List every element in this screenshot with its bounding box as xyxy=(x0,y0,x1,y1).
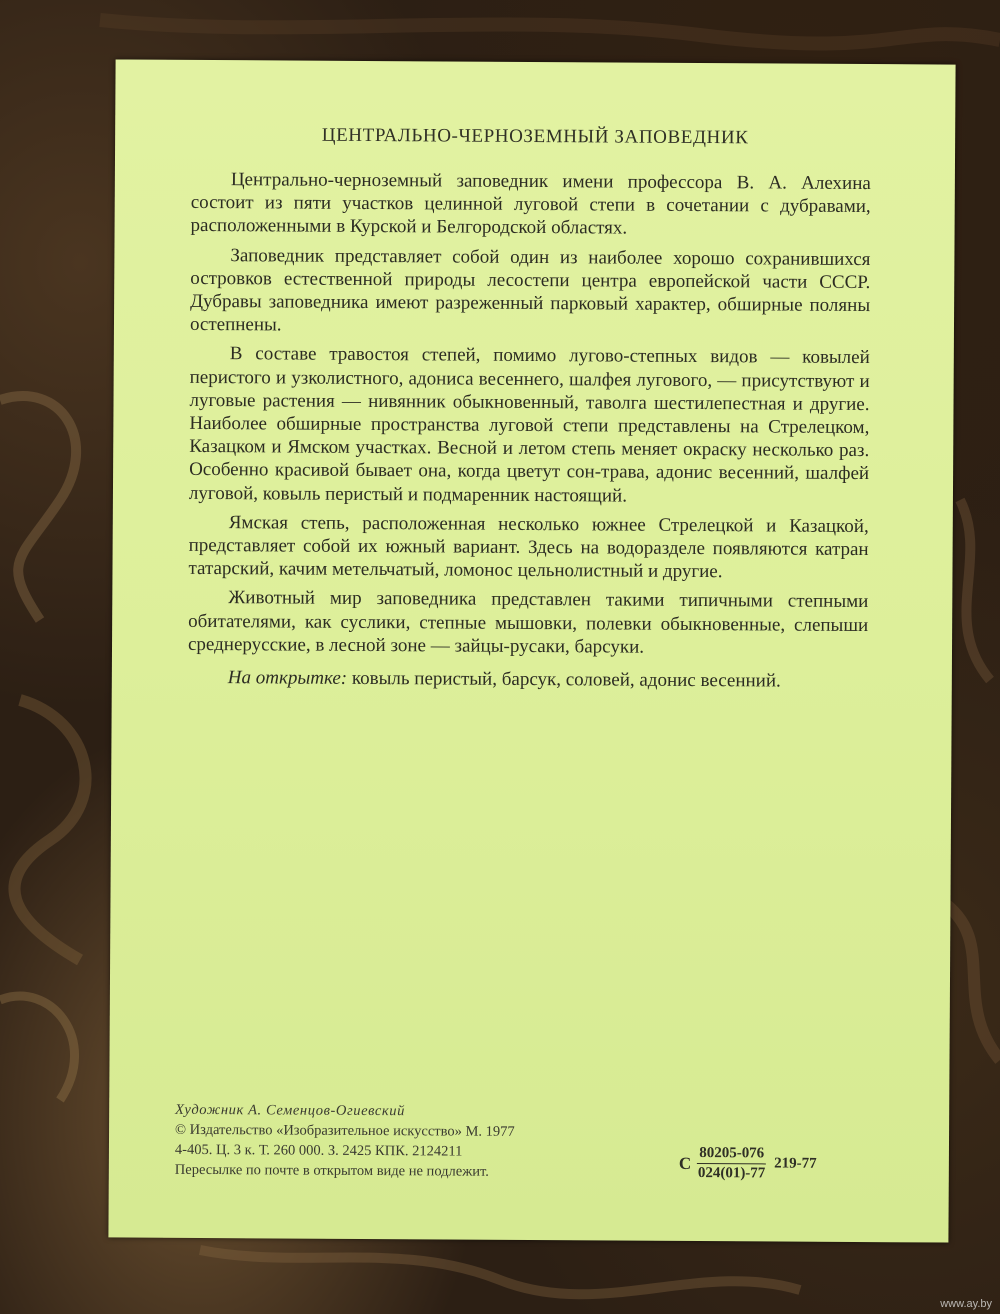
postcard-back xyxy=(108,59,955,1242)
paragraph-nature: Заповедник представляет собой один из наиболее хорошо сохранившихся островков естественной природы лесостепи центра европейской части СССР. Дубравы заповедника имеют разреженный парковый характер, обширные поляны остепнены. xyxy=(189,244,871,336)
artist-line xyxy=(175,1100,515,1122)
index-numerator: 80205-076 xyxy=(697,1145,766,1164)
index-fraction xyxy=(697,1145,766,1182)
artist-label: Художник xyxy=(175,1101,244,1119)
index-suffix: 219-77 xyxy=(774,1155,817,1172)
card-body xyxy=(188,168,871,699)
catalog-index xyxy=(679,1145,817,1183)
caption-label: На открытке: xyxy=(227,667,348,689)
paragraph-intro: Центрально-черноземный заповедник имени профессора В. А. Алехина состоит из пяти участков целинной луговой степи в сочетании с дубравами, расположенными в Курской и Белгородской областях. xyxy=(190,169,871,239)
mail-note-line: Пересылке по почте в открытом виде не подлежит. xyxy=(174,1161,489,1180)
site-watermark: www.ay.by xyxy=(940,1298,992,1310)
paragraph-fauna: Животный мир заповедника представлен такими типичными степными обитателями, как суслики, степные мышовки, полевки обыкновенные, слепыши среднерусские, в лесной зоне — зайцы-русаки, барсуки. xyxy=(187,587,869,658)
caption-text: ковыль перистый, барсук, соловей, адонис весенний. xyxy=(347,667,781,692)
paragraph-yamskaya: Ямская степь, расположенная несколько южнее Стрелецкой и Казацкой, представляет собой их южный вариант. Здесь на водоразделе появляются катран татарский, качим метельчатый, ломонос цельнолистный и другие. xyxy=(188,511,869,583)
print-info-line: 4-405. Ц. 3 к. Т. 260 000. З. 2425 КПК. 2124211 xyxy=(174,1141,463,1160)
index-letter: С xyxy=(678,1153,692,1173)
publisher-line: © Издательство «Изобразительное искусство» М. 1977 xyxy=(175,1121,515,1140)
postcard-caption xyxy=(188,666,868,693)
artist-name: А. Семенцов-Огиевский xyxy=(243,1102,406,1120)
card-title: ЦЕНТРАЛЬНО-ЧЕРНОЗЕМНЫЙ ЗАПОВЕДНИК xyxy=(321,124,749,149)
credits-block xyxy=(175,1100,515,1182)
index-denominator: 024(01)-77 xyxy=(697,1165,766,1182)
paragraph-flora: В составе травостоя степей, помимо лугово-степных видов — ковылей перистого и узколистного, адониса весеннего, шалфея лугового, — присутствуют и луговые растения — нивянник обыкновенный, таволга шестилепестная и другие. Наиболее обширные пространства луговой степи представлены на Стрелецком, Казацком и Ямском участках. Весной и летом степь меняет окраску несколько раз. Особенно красивой бывает она, когда цветут сон-трава, адонис весенний, шалфей луговой, ковыль перистый и подмаренник настоящий. xyxy=(188,343,870,507)
